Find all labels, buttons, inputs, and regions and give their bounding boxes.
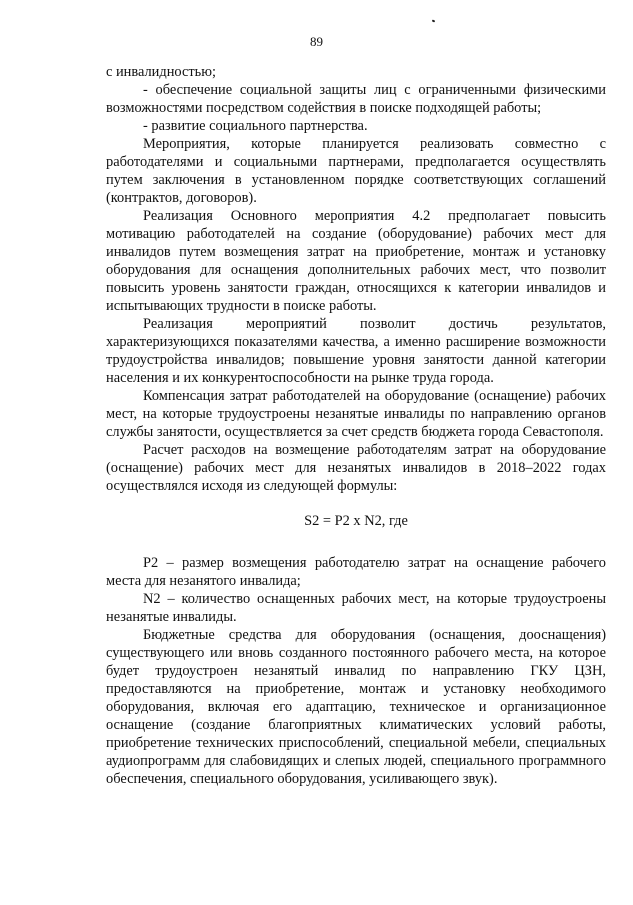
paragraph-n2-definition: N2 – количество оснащенных рабочих мест, на которые трудоустроены незанятые инвалиды.: [106, 591, 606, 625]
document-body: [106, 63, 606, 788]
scan-speck: [432, 20, 436, 23]
paragraph-budget-funds: Бюджетные средства для оборудования (оснащения, дооснащения) существующего или вновь созданного постоянного рабочего места, на которое будет трудоустроен незанятый инвалид по направлению ГКУ ЦЗН, предоставляются на приобретение, монтаж и установку необходимого оборудования, включая его адаптацию, техническое и организационное оснащение (создание благоприятных климатических условий работы, приобретение технических приспособлений, специальной мебели, специальных аудиопрограмм для слабовидящих и слепых людей, специального программного обеспечения, специального оборудования, усиливающего звук).: [106, 627, 606, 787]
paragraph-calculation: Расчет расходов на возмещение работодателям затрат на оборудование (оснащение) рабочих мест для незанятых инвалидов в 2018–2022 годах осуществлялся исходя из следующей формулы:: [106, 442, 606, 494]
page-number: 89: [310, 34, 323, 49]
paragraph-compensation: Компенсация затрат работодателей на оборудование (оснащение) рабочих мест, на которые трудоустроены незанятые инвалиды по направлению органов службы занятости, осуществляется за счет средств бюджета города Севастополя.: [106, 388, 606, 440]
paragraph-p2-definition: P2 – размер возмещения работодателю затрат на оснащение рабочего места для незанятого инвалида;: [106, 555, 606, 589]
paragraph-continuation: с инвалидностью;: [106, 64, 216, 80]
paragraph-main-measure-4-2: Реализация Основного мероприятия 4.2 предполагает повысить мотивацию работодателей на создание (оборудование) рабочих мест для инвалидов путем возмещения затрат на приобретение, монтаж и установку оборудования для оснащения дополнительных рабочих мест, что позволит повысить уровень занятости граждан, относящихся к категории инвалидов и испытывающих трудности в поиске работы.: [106, 208, 606, 314]
formula: S2 = P2 x N2, где: [304, 513, 408, 529]
bullet-item-social-protection: - обеспечение социальной защиты лиц с ограниченными физическими возможностями посредством содействия в поиске подходящей работы;: [106, 82, 606, 116]
bullet-item-social-partnership: - развитие социального партнерства.: [143, 118, 368, 134]
paragraph-results: Реализация мероприятий позволит достичь результатов, характеризующихся показателями качества, а именно расширение возможности трудоустройства инвалидов; повышение уровня занятости данной категории населения и их конкурентоспособности на рынке труда города.: [106, 316, 606, 386]
paragraph-measures: Мероприятия, которые планируется реализовать совместно с работодателями и социальными партнерами, предполагается осуществлять путем заключения в установленном порядке соответствующих соглашений (контрактов, договоров).: [106, 136, 606, 206]
